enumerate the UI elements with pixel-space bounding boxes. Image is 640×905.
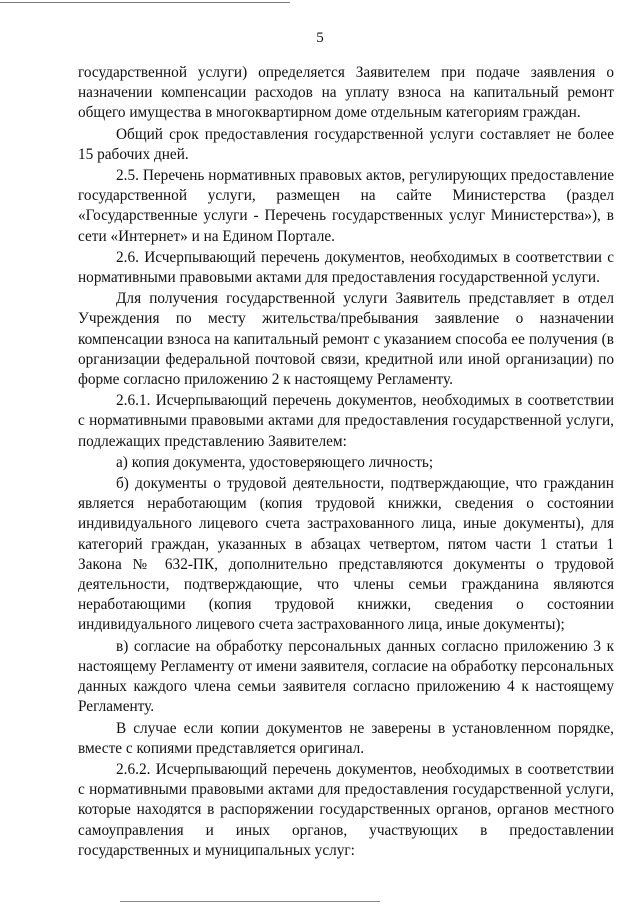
paragraph: государственной услуги) определяется Заявителем при подаче заявления о назначении компенсации расходов на уплату взноса на капитальный ремонт общего имущества в многоквартирном доме отдельным категориям граждан. xyxy=(78,64,614,122)
paragraph: Для получения государственной услуги Заявитель представляет в отдел Учреждения по месту жительства/пребывания заявление о назначении компенсации взноса на капитальный ремонт с указанием способа ее получения (в организации федеральной почтовой связи, кредитной или иной организации) по форме согласно приложению 2 к настоящему Регламенту. xyxy=(78,290,614,389)
list-item: а) копия документа, удостоверяющего личность; xyxy=(116,453,434,471)
paragraph: 2.6.1. Исчерпывающий перечень документов, необходимых в соответствии с нормативными правовыми актами для предоставления государственной услуги, подлежащих представлению Заявителем: xyxy=(78,392,614,450)
paragraph: В случае если копии документов не заверены в установленном порядке, вместе с копиями представляется оригинал. xyxy=(78,719,614,757)
list-item: б) документы о трудовой деятельности, подтверждающие, что гражданин является неработающим (копия трудовой книжки, сведения о состоянии индивидуального лицевого счета застрахованного лица, иные документы), для категорий граждан, указанных в абзацах четвертом, пятом части 1 статьи 1 Закона № 632-ПК, дополнительно представляются документы о трудовой деятельности, подтверждающие, что члены семьи гражданина являются неработающими (копия трудовой книжки, сведения о состоянии индивидуального лицевого счета застрахованного лица, иные документы); xyxy=(78,475,614,634)
paragraph: 2.5. Перечень нормативных правовых актов, регулирующих предоставление государственной услуги, размещен на сайте Министерства (раздел «Государственные услуги - Перечень государственных услуг Министерства»), в сети «Интернет» и на Едином Портале. xyxy=(78,167,614,245)
paragraph: 2.6. Исчерпывающий перечень документов, необходимых в соответствии с нормативными правовыми актами для предоставления государственной услуги. xyxy=(78,248,614,287)
page-number: 5 xyxy=(316,30,324,46)
list-item: в) согласие на обработку персональных данных согласно приложению 3 к настоящему Регламенту от имени заявителя, согласие на обработку персональных данных каждого члена семьи заявителя согласно приложению 4 к настоящему Регламенту. xyxy=(78,637,614,716)
scan-edge-line xyxy=(0,2,290,3)
document-body xyxy=(78,63,614,861)
scan-edge-line xyxy=(120,901,380,902)
paragraph: 2.6.2. Исчерпывающий перечень документов, необходимых в соответствии с нормативными правовыми актами для предоставления государственной услуги, которые находятся в распоряжении государственных органов, органов местного самоуправления и иных органов, участвующих в предоставлении государственных и муниципальных услуг: xyxy=(78,760,614,859)
paragraph: Общий срок предоставления государственной услуги составляет не более 15 рабочих дней. xyxy=(78,125,614,163)
